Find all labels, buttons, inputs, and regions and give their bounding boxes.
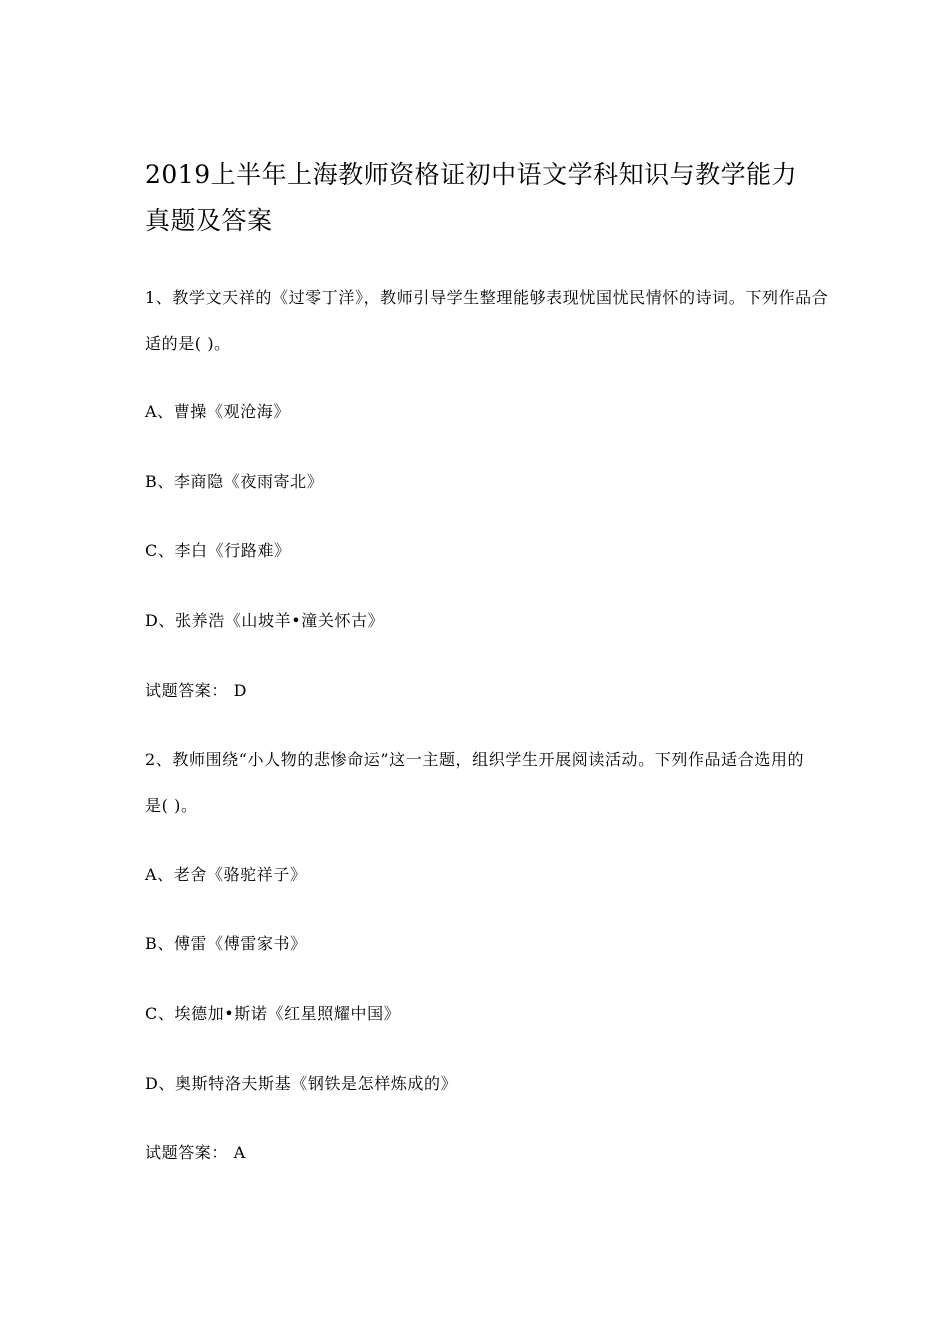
q1-option-a: A、曹操《观沧海》 — [145, 402, 290, 421]
q1-stem-line-1: 1、教学文天祥的《过零丁洋》，教师引导学生整理能够表现忧国忧民情怀的诗词。下列作品合 — [145, 288, 829, 307]
q1-stem-line-2: 适的是( )。 — [145, 334, 231, 353]
q2-option-a: A、老舍《骆驼祥子》 — [145, 865, 307, 884]
title-line-1: 2019上半年上海教师资格证初中语文学科知识与教学能力 — [145, 160, 798, 189]
q2-answer: 试题答案： A — [145, 1143, 246, 1162]
q1-option-b: B、李商隐《夜雨寄北》 — [145, 472, 324, 491]
q2-option-c: C、埃德加•斯诺《红星照耀中国》 — [145, 1004, 401, 1023]
q1-option-c: C、李白《行路难》 — [145, 541, 291, 560]
document-title — [145, 152, 825, 244]
q1-answer: 试题答案： D — [145, 681, 248, 700]
q2-option-d: D、奥斯特洛夫斯基《钢铁是怎样炼成的》 — [145, 1074, 458, 1093]
q2-stem-line-1: 2、教师围绕“小人物的悲惨命运”这一主题，组织学生开展阅读活动。下列作品适合选用的 — [145, 750, 805, 769]
q2-option-b: B、傅雷《傅雷家书》 — [145, 934, 307, 953]
q2-stem-line-2: 是( )。 — [145, 796, 198, 815]
q1-option-d: D、张养浩《山坡羊•潼关怀古》 — [145, 611, 385, 630]
title-line-2: 真题及答案 — [145, 206, 273, 235]
